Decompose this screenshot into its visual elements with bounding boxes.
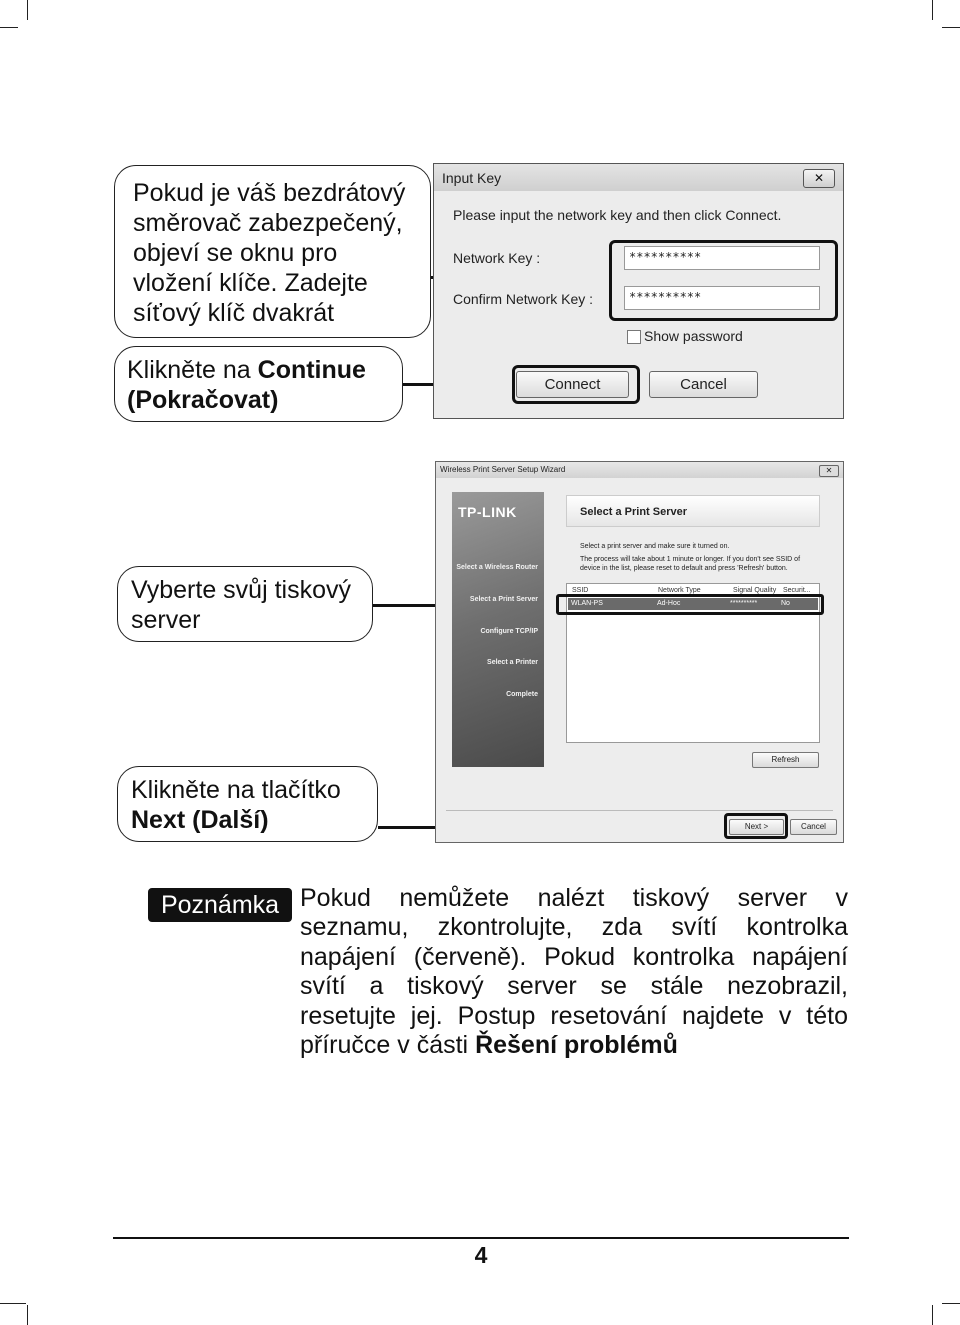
- callout-line: server: [131, 606, 201, 634]
- callout-click-continue: [114, 346, 403, 422]
- wizard-header: [566, 495, 820, 527]
- column-header[interactable]: SSID: [572, 587, 589, 594]
- row-network-type: Ad-Hoc: [657, 600, 681, 607]
- column-header[interactable]: Network Type: [658, 587, 701, 594]
- callout-bold: Continue: [257, 356, 366, 384]
- highlight-key-fields: [609, 240, 838, 321]
- callout-bold: Next (Další): [131, 806, 269, 834]
- note-line: seznamu, zkontrolujte, zda svítí kontrolka: [300, 913, 848, 941]
- row-signal: **********: [730, 600, 758, 607]
- wizard-title: Wireless Print Server Setup Wizard: [440, 465, 566, 474]
- crop-mark-top-right-h: [942, 27, 960, 28]
- network-key-input[interactable]: **********: [624, 246, 820, 270]
- page-number: 4: [474, 1242, 488, 1268]
- callout-click-next: [117, 766, 378, 842]
- close-button[interactable]: [803, 169, 835, 188]
- cancel-button[interactable]: Cancel: [649, 371, 758, 398]
- confirm-key-label: Confirm Network Key :: [453, 291, 594, 307]
- column-header[interactable]: Signal Quality: [733, 587, 777, 594]
- wizard-titlebar: [436, 462, 843, 478]
- highlight-selected-row: [556, 594, 824, 615]
- show-password-checkbox[interactable]: [627, 330, 641, 344]
- crop-mark-bottom-left-v: [27, 1305, 28, 1325]
- column-header[interactable]: Securit...: [783, 587, 811, 594]
- note-bold-link: Řešení problémů: [475, 1031, 678, 1059]
- wizard-description: The process will take about 1 minute or longer. If you don't see SSID of: [580, 556, 801, 563]
- confirm-key-input[interactable]: **********: [624, 286, 820, 310]
- wizard-header-title: Select a Print Server: [580, 506, 688, 518]
- wizard-step: Select a Printer: [487, 659, 538, 666]
- footer-divider: [113, 1237, 849, 1239]
- note-line: [300, 1030, 848, 1060]
- row-security: No: [781, 600, 790, 607]
- row-ssid: WLAN-PS: [571, 600, 603, 607]
- dialog-title: Input Key: [442, 170, 502, 186]
- note-line: napájení (červeně). Pokud kontrolka napájení: [300, 943, 848, 971]
- crop-mark-top-left-v: [27, 0, 28, 20]
- crop-mark-bottom-right-h: [942, 1303, 960, 1304]
- wizard-cancel-button[interactable]: Cancel: [790, 819, 837, 835]
- note-line: Pokud nemůžete nalézt tiskový server v: [300, 884, 848, 912]
- callout-line: Vyberte svůj tiskový: [131, 576, 351, 604]
- callout-line: Klikněte na tlačítko: [131, 776, 341, 804]
- callout-enter-key: [114, 165, 431, 338]
- wizard-step: Complete: [506, 691, 538, 698]
- highlight-connect-button: [512, 365, 640, 404]
- callout-select-print-server: [117, 566, 373, 642]
- crop-mark-top-left-h: [0, 27, 18, 28]
- wizard-close-button[interactable]: [819, 465, 839, 477]
- wizard-side-panel: [452, 492, 544, 767]
- note-line: svítí a tiskový server se stále nezobrazil,: [300, 972, 848, 1000]
- show-password-label: Show password: [644, 328, 743, 344]
- note-line: resetujte jej. Postup resetování najdete v této: [300, 1002, 848, 1030]
- crop-mark-bottom-left-h: [0, 1303, 26, 1304]
- setup-wizard-window: [435, 461, 844, 843]
- wizard-step: Select a Wireless Router: [456, 564, 538, 571]
- connect-button[interactable]: Connect: [516, 371, 629, 398]
- dialog-instruction: Please input the network key and then click Connect.: [453, 207, 782, 223]
- note-text: příručce v části: [300, 1031, 476, 1059]
- tp-link-logo: TP-LINK: [458, 504, 517, 520]
- wizard-step-active: Select a Print Server: [469, 596, 538, 603]
- callout-line: síťový klíč dvakrát: [133, 299, 335, 327]
- callout-line: Pokud je váš bezdrátový: [133, 179, 406, 207]
- close-icon: ✕: [825, 466, 833, 475]
- next-button[interactable]: Next >: [729, 819, 784, 835]
- callout-line: směrovač zabezpečený,: [133, 209, 403, 237]
- wizard-description: Select a print server and make sure it turned on.: [580, 543, 730, 550]
- callout-bold: (Pokračovat): [127, 386, 279, 414]
- note-badge: Poznámka: [148, 888, 292, 922]
- crop-mark-bottom-right-v: [932, 1305, 933, 1325]
- dialog-titlebar: [434, 164, 843, 191]
- close-icon: ✕: [813, 171, 825, 185]
- wizard-description: device in the list, please reset to default and press 'Refresh' button.: [580, 565, 788, 572]
- callout-line: objeví se oknu pro: [133, 239, 338, 267]
- divider: [446, 810, 833, 811]
- highlight-next-button: [724, 813, 788, 839]
- crop-mark-top-right-v: [932, 0, 933, 20]
- callout-line: vložení klíče. Zadejte: [133, 269, 368, 297]
- refresh-button[interactable]: Refresh: [752, 752, 819, 768]
- callout-text: Klikněte na: [127, 356, 258, 384]
- network-key-label: Network Key :: [453, 250, 541, 266]
- wizard-step: Configure TCP/IP: [480, 628, 538, 635]
